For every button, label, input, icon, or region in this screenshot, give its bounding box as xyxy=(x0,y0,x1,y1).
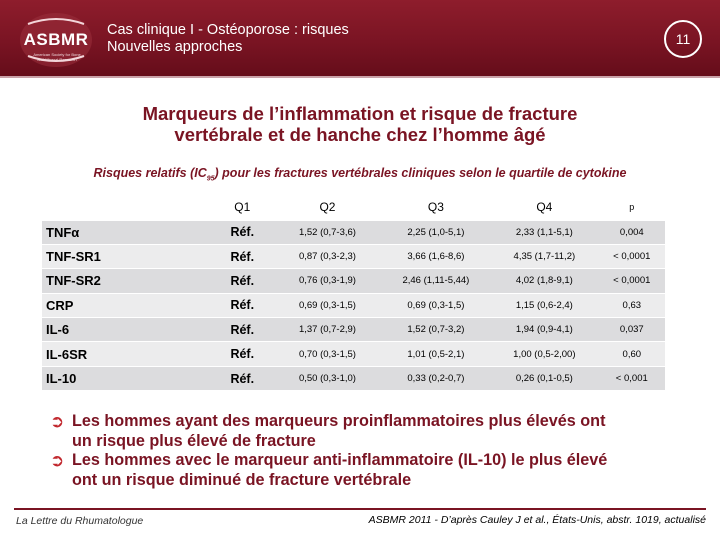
logo-text: ASBMR xyxy=(23,30,89,49)
caption-post: ) pour les fractures vertébrales cliniques selon le quartile de cytokine xyxy=(214,166,627,180)
bullet-line2: ont un risque diminué de fracture vertébrale xyxy=(72,470,412,489)
table-row xyxy=(42,366,665,390)
header-cell-q3: Q3 xyxy=(427,200,444,215)
cell-q1: Réf. xyxy=(211,220,273,244)
header-title xyxy=(107,22,349,56)
cell-p: < 0,0001 xyxy=(599,269,665,293)
table-row xyxy=(42,244,665,268)
cell-q2: 0,69 (0,3-1,5) xyxy=(273,293,381,317)
header-divider xyxy=(0,76,720,78)
cell-q2: 0,70 (0,3-1,5) xyxy=(273,342,381,366)
header-cell-q2: Q2 xyxy=(319,200,336,215)
table-row xyxy=(42,318,665,342)
cell-q4: 4,35 (1,7-11,2) xyxy=(490,244,598,268)
cell-q2: 1,52 (0,7-3,6) xyxy=(273,220,381,244)
bullet-line1: Les hommes avec le marqueur anti-inflammatoire (IL-10) le plus élevé xyxy=(72,451,608,469)
bullet-item xyxy=(50,412,710,451)
cell-q1: Réf. xyxy=(211,293,273,317)
cell-q2: 1,37 (0,7-2,9) xyxy=(273,318,381,342)
cell-q2: 0,87 (0,3-2,3) xyxy=(273,244,381,268)
caption-sub: 95 xyxy=(206,175,215,183)
cell-q3: 0,33 (0,2-0,7) xyxy=(382,366,490,390)
cell-q1: Réf. xyxy=(211,318,273,342)
cell-q4: 2,33 (1,1-5,1) xyxy=(490,220,598,244)
header-title-line2: Nouvelles approches xyxy=(107,39,243,55)
footer-reference: ASBMR 2011 - D’après Cauley J et al., États-Unis, abstr. 1019, actualisé xyxy=(368,514,706,526)
page-number-badge: 11 xyxy=(664,20,702,58)
cell-p: 0,037 xyxy=(599,318,665,342)
arrow-right-icon: ➲ xyxy=(50,412,65,431)
cell-q1: Réf. xyxy=(211,269,273,293)
cell-p: 0,63 xyxy=(599,293,665,317)
cell-q2: 0,76 (0,3-1,9) xyxy=(273,269,381,293)
table-caption xyxy=(0,166,720,183)
cell-q3: 2,25 (1,0-5,1) xyxy=(382,220,490,244)
row-name: IL-6 xyxy=(42,318,211,342)
cell-q3: 1,01 (0,5-2,1) xyxy=(382,342,490,366)
slide-title xyxy=(60,103,660,145)
cell-p: < 0,001 xyxy=(599,366,665,390)
header-cell-q4: Q4 xyxy=(536,200,553,215)
slide-title-line2: vertébrale et de hanche chez l’homme âgé xyxy=(174,124,546,145)
cell-q1: Réf. xyxy=(211,366,273,390)
cell-q1: Réf. xyxy=(211,244,273,268)
cell-q4: 1,00 (0,5-2,00) xyxy=(490,342,598,366)
cell-q3: 0,69 (0,3-1,5) xyxy=(382,293,490,317)
table-row xyxy=(42,293,665,317)
cell-q4: 1,94 (0,9-4,1) xyxy=(490,318,598,342)
table-header-row xyxy=(42,195,665,220)
table-row xyxy=(42,269,665,293)
table-row xyxy=(42,220,665,244)
caption-pre: Risques relatifs (IC xyxy=(93,166,207,180)
header-cell-p: p xyxy=(629,202,635,213)
slide-header xyxy=(0,0,720,76)
cell-q4: 1,15 (0,6-2,4) xyxy=(490,293,598,317)
risk-table xyxy=(42,195,665,391)
arrow-right-icon: ➲ xyxy=(50,451,65,470)
row-name: TNF-SR2 xyxy=(42,269,211,293)
bullet-line2: un risque plus élevé de fracture xyxy=(72,431,316,450)
cell-q3: 2,46 (1,11-5,44) xyxy=(382,269,490,293)
cell-p: 0,004 xyxy=(599,220,665,244)
header-title-line1: Cas clinique I - Ostéoporose : risques xyxy=(107,22,349,38)
table-row xyxy=(42,342,665,366)
footer-journal: La Lettre du Rhumatologue xyxy=(16,515,144,527)
asbmr-logo xyxy=(18,10,94,70)
cell-q3: 3,66 (1,6-8,6) xyxy=(382,244,490,268)
row-name: IL-6SR xyxy=(42,342,211,366)
cell-p: 0,60 xyxy=(599,342,665,366)
bullet-line1: Les hommes ayant des marqueurs proinflammatoires plus élevés ont xyxy=(72,412,606,430)
header-cell-q1: Q1 xyxy=(234,200,251,215)
row-name: CRP xyxy=(42,293,211,317)
row-name: IL-10 xyxy=(42,366,211,390)
cell-q4: 0,26 (0,1-0,5) xyxy=(490,366,598,390)
row-name: TNFα xyxy=(42,220,211,244)
bullet-item xyxy=(50,451,710,490)
row-name: TNF-SR1 xyxy=(42,244,211,268)
cell-q2: 0,50 (0,3-1,0) xyxy=(273,366,381,390)
header-cell-empty xyxy=(42,195,211,220)
footer-divider xyxy=(14,508,706,510)
cell-q4: 4,02 (1,8-9,1) xyxy=(490,269,598,293)
cell-p: < 0,0001 xyxy=(599,244,665,268)
cell-q3: 1,52 (0,7-3,2) xyxy=(382,318,490,342)
slide-title-line1: Marqueurs de l’inflammation et risque de fracture xyxy=(142,103,578,124)
cell-q1: Réf. xyxy=(211,342,273,366)
conclusion-bullets xyxy=(50,412,710,490)
logo-subtext: American Society for Bone and Mineral Research xyxy=(33,52,81,62)
